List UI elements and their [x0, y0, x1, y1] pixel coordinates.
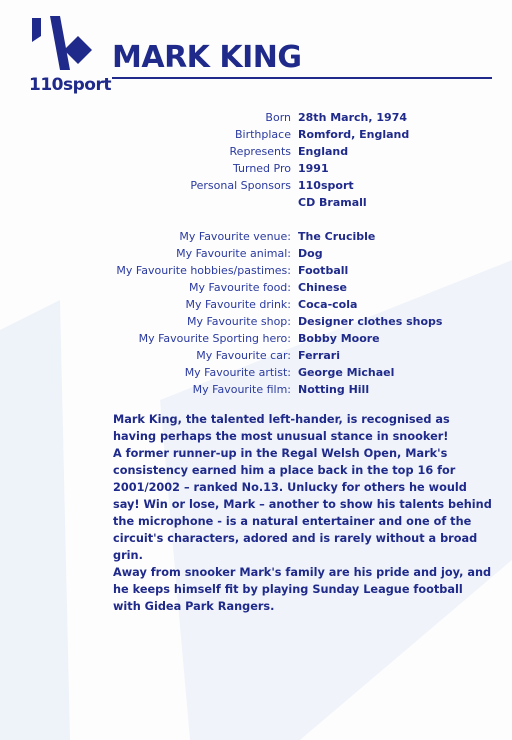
fact-value: England	[298, 145, 349, 158]
fact-value: 110sport	[298, 179, 354, 192]
fact-label: Represents	[229, 145, 291, 158]
favourite-value: Chinese	[298, 281, 347, 294]
profile-facts	[0, 109, 512, 398]
favourite-label: My Favourite shop:	[186, 315, 291, 328]
favourite-value: Dog	[298, 247, 323, 260]
favourite-value: George Michael	[298, 366, 395, 379]
fact-value: 1991	[298, 162, 329, 175]
favourite-row	[0, 364, 512, 381]
page-title: MARK KING	[112, 40, 302, 75]
favourite-value: Notting Hill	[298, 383, 370, 396]
favourite-value: Coca-cola	[298, 298, 358, 311]
favourite-value: The Crucible	[298, 230, 376, 243]
fact-value: Romford, England	[298, 128, 410, 141]
favourite-row	[0, 262, 512, 279]
favourite-value: Football	[298, 264, 349, 277]
fact-row	[0, 177, 512, 194]
fact-row	[0, 109, 512, 126]
favourite-label: My Favourite drink:	[185, 298, 291, 311]
favourite-row	[0, 228, 512, 245]
favourite-row	[0, 245, 512, 262]
favourite-value: Bobby Moore	[298, 332, 380, 345]
bio-paragraph: Mark King, the talented left-hander, is recognised as having perhaps the most unusual stance in snooker!	[113, 413, 450, 443]
favourite-row	[0, 313, 512, 330]
favourite-row	[0, 330, 512, 347]
bio-paragraph: Away from snooker Mark's family are his pride and joy, and he keeps himself fit by playing Sunday League football with Gidea Park Rangers.	[113, 566, 492, 613]
brand-logo-text: 110sport	[29, 75, 111, 95]
favourite-label: My Favourite car:	[196, 349, 291, 362]
fact-value: 28th March, 1974	[298, 111, 407, 124]
bio-paragraph: A former runner-up in the Regal Welsh Open, Mark's consistency earned him a place back in the top 16 for 2001/2002 – ranked No.13. Unlucky for others he would say! Win or lose, Mark – another to show his talents behind the microphone - is a natural entertainer and one of the circuit's characters, adored and is rarely without a broad grin.	[113, 447, 492, 562]
favourite-label: My Favourite hobbies/pastimes:	[116, 264, 291, 277]
fact-row	[0, 160, 512, 177]
title-divider	[112, 77, 492, 79]
favourite-label: My Favourite venue:	[179, 230, 291, 243]
favourite-value: Ferrari	[298, 349, 340, 362]
favourite-label: My Favourite Sporting hero:	[138, 332, 291, 345]
favourite-row	[0, 347, 512, 364]
fact-label: Born	[265, 111, 291, 124]
favourite-label: My Favourite film:	[192, 383, 291, 396]
favourite-row	[0, 279, 512, 296]
favourite-value: Designer clothes shops	[298, 315, 443, 328]
favourite-label: My Favourite artist:	[184, 366, 291, 379]
biography	[113, 411, 493, 615]
favourite-row	[0, 381, 512, 398]
fact-label: Personal Sponsors	[190, 179, 291, 192]
fact-row	[0, 194, 512, 211]
fact-label: Turned Pro	[232, 162, 291, 175]
fact-value: CD Bramall	[298, 196, 367, 209]
favourite-row	[0, 296, 512, 313]
fact-row	[0, 143, 512, 160]
fact-label: Birthplace	[234, 128, 291, 141]
favourite-label: My Favourite food:	[189, 281, 291, 294]
favourite-label: My Favourite animal:	[176, 247, 291, 260]
section-spacer	[0, 211, 512, 228]
fact-row	[0, 126, 512, 143]
